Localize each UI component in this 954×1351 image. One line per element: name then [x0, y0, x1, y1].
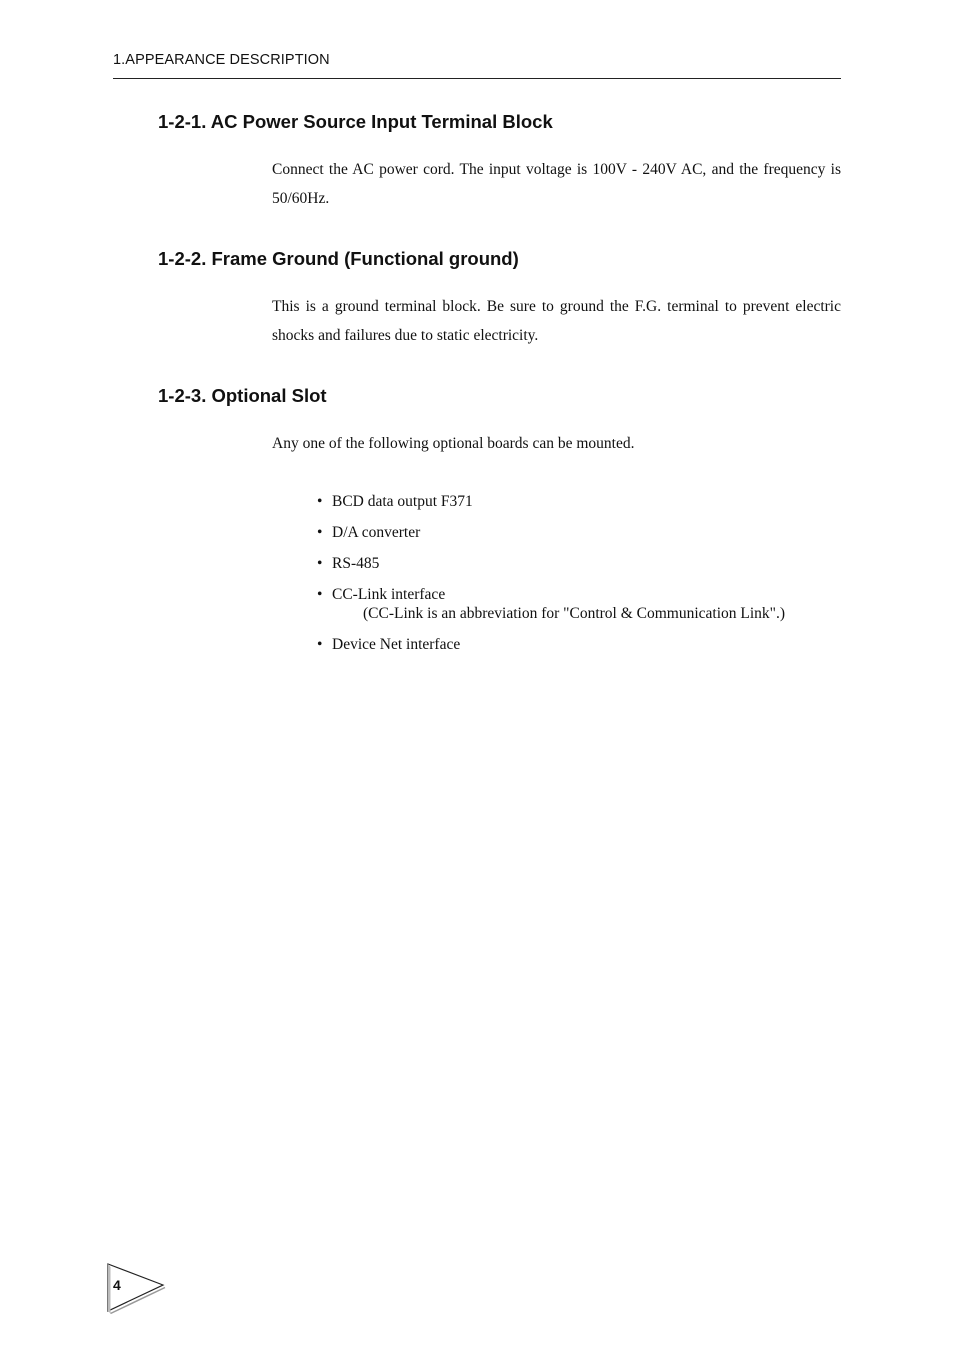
list-item-label: RS-485 — [332, 555, 380, 572]
section-heading-optional-slot: 1-2-3. Optional Slot — [158, 385, 327, 406]
list-item — [317, 635, 785, 654]
list-item — [317, 554, 785, 573]
optional-board-list — [317, 492, 785, 666]
section-body-frame-ground: This is a ground terminal block. Be sure to ground the F.G. terminal to prevent electric shocks and failures due to static electricity. — [272, 298, 841, 344]
list-item — [317, 585, 785, 623]
section-heading-ac-power: 1-2-1. AC Power Source Input Terminal Block — [158, 111, 553, 132]
bullet-icon: • — [317, 555, 323, 572]
bullet-icon: • — [317, 586, 323, 603]
section-body-optional-slot: Any one of the following optional boards can be mounted. — [272, 435, 635, 452]
header-divider — [113, 78, 841, 79]
bullet-icon: • — [317, 493, 323, 510]
section-body-ac-power: Connect the AC power cord. The input voltage is 100V - 240V AC, and the frequency is 50/60Hz. — [272, 161, 841, 207]
page-number: 4 — [113, 1277, 121, 1293]
list-item-label: BCD data output F371 — [332, 493, 473, 510]
list-item-label: D/A converter — [332, 524, 421, 541]
list-item — [317, 523, 785, 542]
list-item — [317, 492, 785, 511]
list-item-label: CC-Link interface — [332, 586, 446, 603]
list-item-label: Device Net interface — [332, 636, 461, 653]
list-item-note: (CC-Link is an abbreviation for "Control & Communication Link".) — [363, 605, 786, 622]
bullet-icon: • — [317, 524, 323, 541]
section-heading-frame-ground: 1-2-2. Frame Ground (Functional ground) — [158, 248, 519, 269]
running-header: 1.APPEARANCE DESCRIPTION — [113, 52, 330, 68]
bullet-icon: • — [317, 636, 323, 653]
